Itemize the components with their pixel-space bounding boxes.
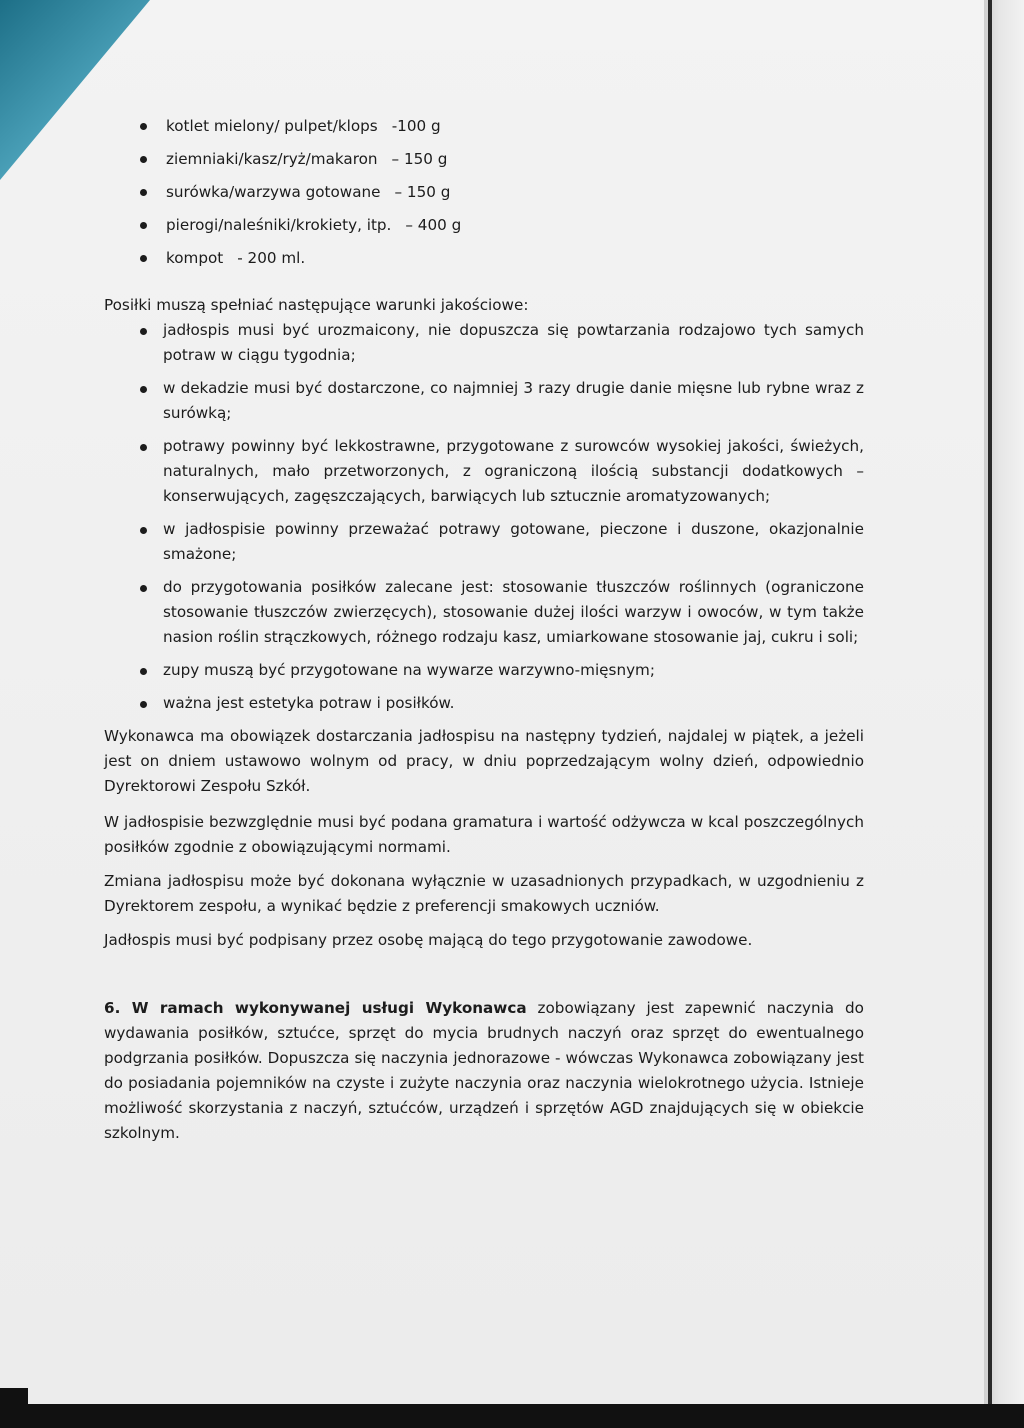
portion-item: surówka/warzywa gotowane – 150 g bbox=[104, 176, 864, 209]
paragraph-menu-change: Zmiana jadłospisu może być dokonana wyłącznie w uzasadnionych przypadkach, w uzgodnieniu z Dyrektorem zespołu, a wynikać będzie z preferencji smakowych uczniów. bbox=[104, 872, 864, 915]
requirement-item: do przygotowania posiłków zalecane jest: stosowanie tłuszczów roślinnych (ograniczone stosowanie tłuszczów zwierzęcych), stosowanie dużej ilości warzyw i owoców, w tym także nasion roślin strączkowych, różnego rodzaju kasz, umiarkowane stosowanie jaj, cukru i soli; bbox=[104, 575, 864, 650]
requirement-item: jadłospis musi być urozmaicony, nie dopuszcza się powtarzania rodzajowo tych samych potraw w ciągu tygodnia; bbox=[104, 318, 864, 368]
paragraph-menu-signature: Jadłospis musi być podpisany przez osobę mającą do tego przygotowanie zawodowe. bbox=[104, 931, 753, 949]
paragraph-menu-grammage: W jadłospisie bezwzględnie musi być podana gramatura i wartość odżywcza w kcal poszczególnych posiłków zgodnie z obowiązującymi normami. bbox=[104, 813, 864, 856]
requirements-list bbox=[104, 318, 864, 716]
requirement-item: ważna jest estetyka potraw i posiłków. bbox=[104, 691, 864, 716]
portion-list bbox=[104, 110, 864, 275]
requirement-item: w dekadzie musi być dostarczone, co najmniej 3 razy drugie danie mięsne lub rybne wraz z surówką; bbox=[104, 376, 864, 426]
paragraph-menu-delivery: Wykonawca ma obowiązek dostarczania jadłospisu na następny tydzień, najdalej w piątek, a jeżeli jest on dniem ustawowo wolnym od pracy, w dniu poprzedzającym wolny dzień, odpowiednio Dyrektorowi Zespołu Szkół. bbox=[104, 727, 864, 795]
document-content bbox=[104, 110, 864, 1146]
requirement-item: zupy muszą być przygotowane na wywarze warzywno-mięsnym; bbox=[104, 658, 864, 683]
section-6-lead: 6. W ramach wykonywanej usługi Wykonawca bbox=[104, 999, 527, 1017]
requirement-item: w jadłospisie powinny przeważać potrawy gotowane, pieczone i duszone, okazjonalnie smażone; bbox=[104, 517, 864, 567]
scan-edge-bottom-left bbox=[0, 1388, 28, 1428]
portion-item: pierogi/naleśniki/krokiety, itp. – 400 g bbox=[104, 209, 864, 242]
requirements-intro: Posiłki muszą spełniać następujące warunki jakościowe: bbox=[104, 296, 529, 314]
scan-edge-bottom bbox=[0, 1404, 1024, 1428]
portion-item: kotlet mielony/ pulpet/klops -100 g bbox=[104, 110, 864, 143]
portion-item: kompot - 200 ml. bbox=[104, 242, 864, 275]
scan-edge-line bbox=[988, 0, 992, 1428]
requirement-item: potrawy powinny być lekkostrawne, przygotowane z surowców wysokiej jakości, świeżych, naturalnych, mało przetworzonych, z ograniczoną ilością substancji dodatkowych – konserwujących, zagęszczających, barwiących lub sztucznie aromatyzowanych; bbox=[104, 434, 864, 509]
section-6 bbox=[104, 996, 864, 1146]
portion-item: ziemniaki/kasz/ryż/makaron – 150 g bbox=[104, 143, 864, 176]
section-6-text: zobowiązany jest zapewnić naczynia do wydawania posiłków, sztućce, sprzęt do mycia brudnych naczyń oraz sprzęt do ewentualnego podgrzania posiłków. Dopuszcza się naczynia jednorazowe - wówczas Wykonawca zobowiązany jest do posiadania pojemników na czyste i zużyte naczynia oraz naczynia wielokrotnego użycia. Istnieje możliwość skorzystania z naczyń, sztućców, urządzeń i sprzętów AGD znajdujących się w obiekcie szkolnym. bbox=[104, 999, 864, 1142]
